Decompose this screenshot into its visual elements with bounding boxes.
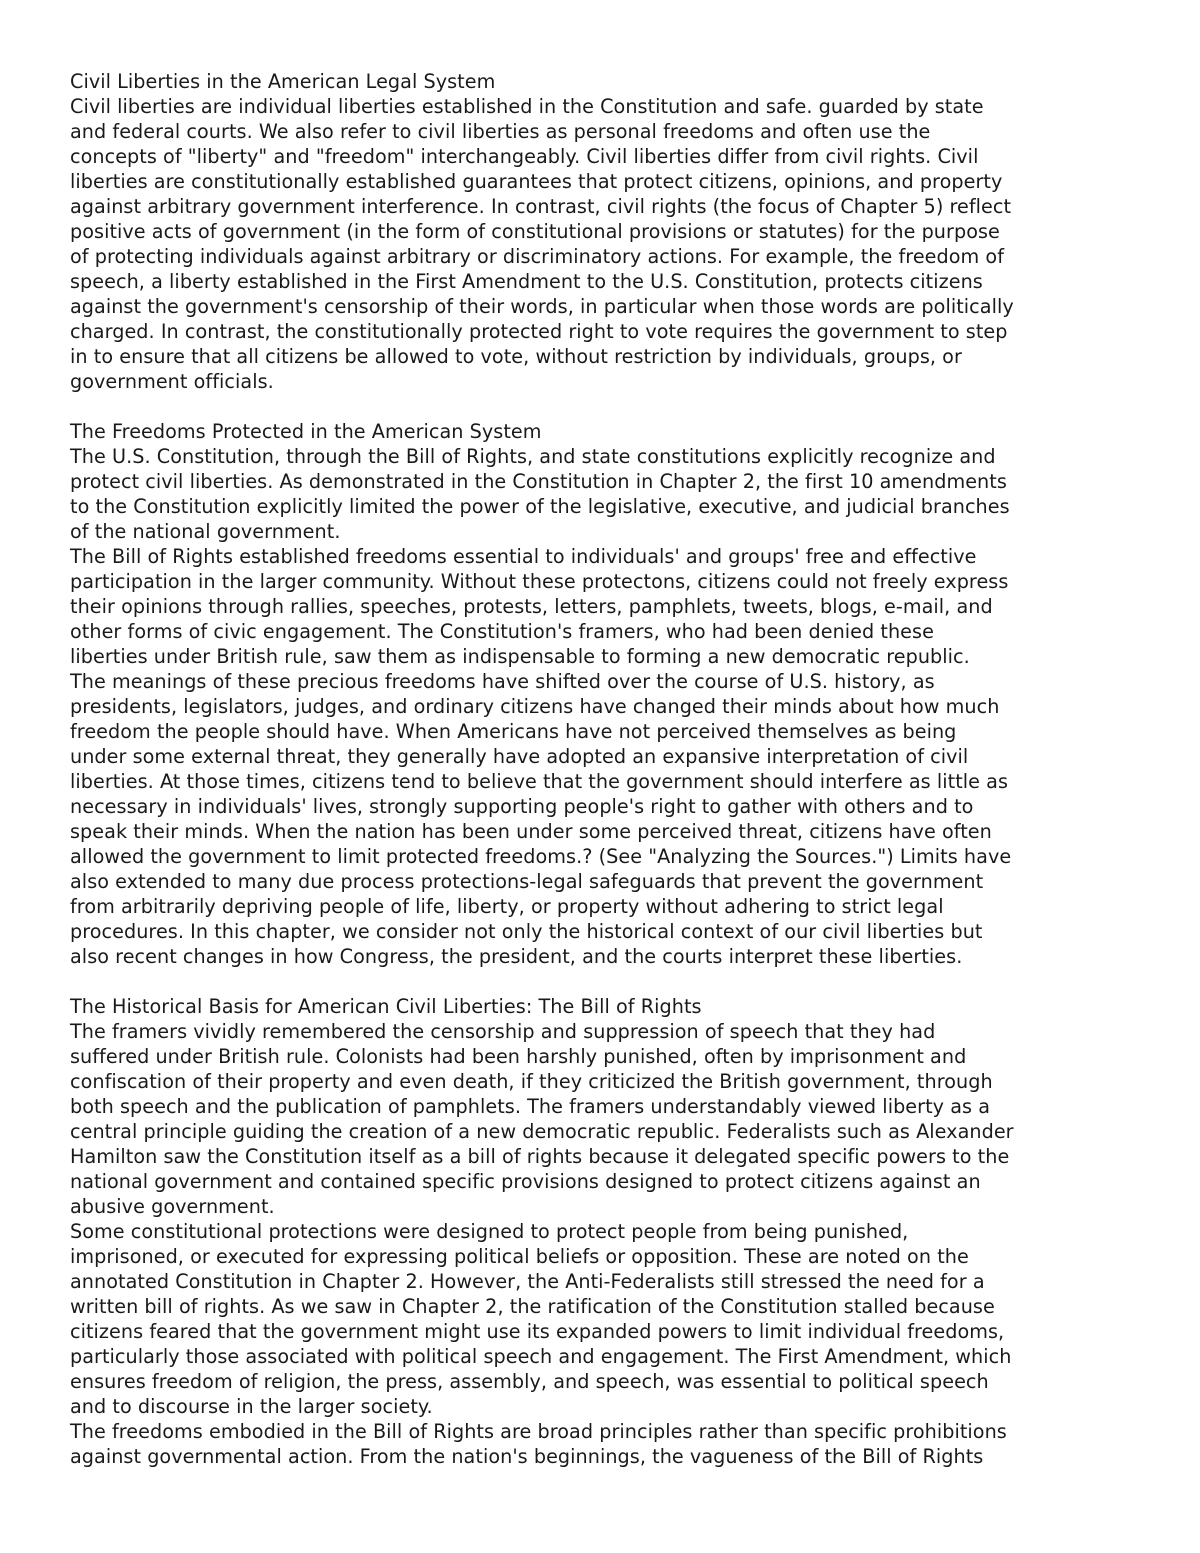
text-line: positive acts of government (in the form of constitutional provisions or statutes) for the purpose (70, 220, 1000, 243)
section-heading: The Freedoms Protected in the American System (70, 420, 542, 443)
text-line: from arbitrarily depriving people of life, liberty, or property without adhering to strict legal (70, 895, 944, 918)
text-line: to the Constitution explicitly limited the power of the legislative, executive, and judicial branches (70, 495, 1010, 518)
text-line: also recent changes in how Congress, the president, and the courts interpret these liberties. (70, 945, 963, 968)
text-line: their opinions through rallies, speeches, protests, letters, pamphlets, tweets, blogs, e-mail, and (70, 595, 993, 618)
text-line: concepts of "liberty" and "freedom" interchangeably. Civil liberties differ from civil rights. Civil (70, 145, 979, 168)
text-line: both speech and the publication of pamphlets. The framers understandably viewed liberty as a (70, 1095, 991, 1118)
text-line: of the national government. (70, 520, 341, 543)
text-line: Some constitutional protections were designed to protect people from being punished, (70, 1220, 909, 1243)
text-line: central principle guiding the creation of a new democratic republic. Federalists such as Alexander (70, 1120, 1014, 1143)
document-page (70, 69, 1170, 1469)
text-line: The framers vividly remembered the censorship and suppression of speech that they had (70, 1020, 936, 1043)
text-line: national government and contained specific provisions designed to protect citizens against an (70, 1170, 981, 1193)
text-line: presidents, legislators, judges, and ordinary citizens have changed their minds about how much (70, 695, 1000, 718)
text-line: liberties. At those times, citizens tend to believe that the government should interfere as little as (70, 770, 1009, 793)
section-spacer (70, 969, 1170, 994)
text-line: The meanings of these precious freedoms have shifted over the course of U.S. history, as (70, 670, 935, 693)
text-line: under some external threat, they generally have adopted an expansive interpretation of civil (70, 745, 969, 768)
text-line: Civil liberties are individual liberties established in the Constitution and safe. guarded by state (70, 95, 984, 118)
text-line: other forms of civic engagement. The Constitution's framers, who had been denied these (70, 620, 934, 643)
text-line: speak their minds. When the nation has been under some perceived threat, citizens have often (70, 820, 992, 843)
text-line: suffered under British rule. Colonists had been harshly punished, often by imprisonment and (70, 1045, 967, 1068)
section-heading: Civil Liberties in the American Legal System (70, 70, 496, 93)
text-line: participation in the larger community. Without these protectons, citizens could not freely express (70, 570, 1009, 593)
section-heading: The Historical Basis for American Civil Liberties: The Bill of Rights (70, 995, 702, 1018)
text-line: and federal courts. We also refer to civil liberties as personal freedoms and often use the (70, 120, 931, 143)
text-line: also extended to many due process protections-legal safeguards that prevent the government (70, 870, 984, 893)
text-line: confiscation of their property and even death, if they criticized the British government, through (70, 1070, 993, 1093)
text-line: charged. In contrast, the constitutionally protected right to vote requires the government to step (70, 320, 1008, 343)
text-line: government officials. (70, 370, 274, 393)
text-line: of protecting individuals against arbitrary or discriminatory actions. For example, the freedom of (70, 245, 1005, 268)
text-line: against governmental action. From the nation's beginnings, the vagueness of the Bill of Rights (70, 1445, 984, 1468)
text-line: Hamilton saw the Constitution itself as a bill of rights because it delegated specific powers to the (70, 1145, 1010, 1168)
text-line: against arbitrary government interference. In contrast, civil rights (the focus of Chapter 5) reflect (70, 195, 1012, 218)
text-line: in to ensure that all citizens be allowed to vote, without restriction by individuals, groups, or (70, 345, 962, 368)
text-line: imprisoned, or executed for expressing political beliefs or opposition. These are noted on the (70, 1245, 969, 1268)
text-line: and to discourse in the larger society. (70, 1395, 433, 1418)
section-spacer (70, 394, 1170, 419)
text-line: annotated Constitution in Chapter 2. However, the Anti-Federalists still stressed the need for a (70, 1270, 985, 1293)
text-line: The U.S. Constitution, through the Bill of Rights, and state constitutions explicitly recognize and (70, 445, 996, 468)
text-line: necessary in individuals' lives, strongly supporting people's right to gather with others and to (70, 795, 974, 818)
text-line: The freedoms embodied in the Bill of Rights are broad principles rather than specific prohibitions (70, 1420, 1007, 1443)
text-line: freedom the people should have. When Americans have not perceived themselves as being (70, 720, 957, 743)
text-line: The Bill of Rights established freedoms essential to individuals' and groups' free and effective (70, 545, 977, 568)
text-line: particularly those associated with political speech and engagement. The First Amendment, which (70, 1345, 1012, 1368)
text-line: abusive government. (70, 1195, 275, 1218)
text-line: speech, a liberty established in the First Amendment to the U.S. Constitution, protects citizens (70, 270, 983, 293)
text-line: against the government's censorship of their words, in particular when those words are politically (70, 295, 1014, 318)
text-line: ensures freedom of religion, the press, assembly, and speech, was essential to political speech (70, 1370, 989, 1393)
text-line: allowed the government to limit protected freedoms.? (See "Analyzing the Sources.") Limits have (70, 845, 1012, 868)
text-line: protect civil liberties. As demonstrated in the Constitution in Chapter 2, the first 10 amendments (70, 470, 1007, 493)
text-line: citizens feared that the government might use its expanded powers to limit individual freedoms, (70, 1320, 1005, 1343)
text-line: written bill of rights. As we saw in Chapter 2, the ratification of the Constitution stalled because (70, 1295, 995, 1318)
text-line: liberties are constitutionally established guarantees that protect citizens, opinions, and property (70, 170, 1003, 193)
text-line: liberties under British rule, saw them as indispensable to forming a new democratic republic. (70, 645, 970, 668)
text-line: procedures. In this chapter, we consider not only the historical context of our civil liberties but (70, 920, 983, 943)
